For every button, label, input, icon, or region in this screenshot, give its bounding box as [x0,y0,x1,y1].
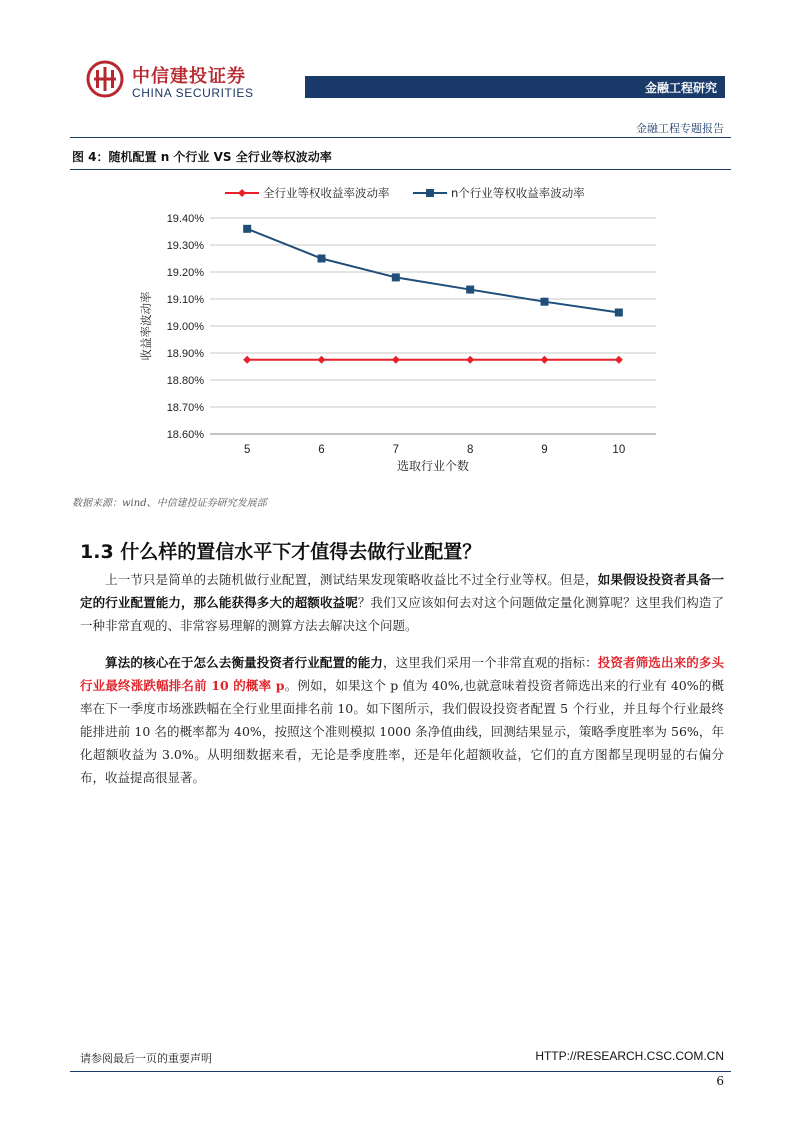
y-tick-label: 19.00% [166,321,204,333]
data-point [392,356,400,364]
footer-disclaimer: 请参阅最后一页的重要声明 [80,1052,212,1065]
section-heading: 1.3 什么样的置信水平下才值得去做行业配置？ [80,541,482,563]
y-tick-label: 18.80% [166,375,204,387]
legend-label-series-1: 全行业等权收益率波动率 [263,186,390,200]
para2-text-1: ，这里我们采用一个非常直观的指标： [383,655,598,670]
data-point [243,356,251,364]
footer-url-link[interactable]: HTTP://RESEARCH.CSC.COM.CN [535,1049,724,1063]
page-number: 6 [716,1074,724,1088]
data-point [615,356,623,364]
data-point [318,356,326,364]
volatility-line-chart [70,172,731,482]
x-tick-label: 8 [466,444,474,456]
caption-divider [70,169,731,170]
y-tick-label: 19.30% [166,240,204,252]
company-logo-icon [86,60,124,98]
y-axis-ticks [167,213,205,441]
para1-text-1: 上一节只是简单的去随机做行业配置，测试结果发现策略收益比不过全行业等权。但是， [105,572,598,587]
y-tick-label: 19.20% [166,267,204,279]
series-line-2 [247,229,619,313]
legend-label-series-2: n个行业等权收益率波动率 [451,186,585,200]
brand-name-cn: 中信建投证券 [132,66,246,87]
footer-divider [70,1071,731,1072]
figure-caption: 图 4：随机配置 n 个行业 VS 全行业等权波动率 [72,150,332,164]
x-tick-label: 6 [318,444,325,456]
para2-bold-1: 算法的核心在于怎么去衡量投资者行业配置的能力 [105,655,384,670]
x-tick-label: 5 [243,444,251,456]
data-point [541,356,549,364]
x-tick-label: 10 [612,444,626,456]
chart-series [243,225,623,364]
paragraph-1 [80,568,724,637]
y-tick-label: 18.60% [166,429,204,441]
para2-text-2: 。例如，如果这个 p 值为 40%,也就意味着投资者筛选出来的行业有 40%的概率在下一季度市场涨跌幅在全行业里面排名前 10。如下图所示，我们假设投资者配置 5 个行业，并且每个行业最终能排进前 10 名的概率都为 40%，按照这个准则模拟 1000 条净值曲线，回测结果显示，策略季度胜率为 56%，年化超额收益为 3.0%。从明细数据来看，无论是季度胜率，还是年化超额收益，它们的直方图都呈现明显的右偏分布，收益提高很显著。 [80,678,724,785]
data-point [318,255,326,263]
data-point [392,273,400,281]
paragraph-2 [80,651,724,789]
data-point [541,298,549,306]
legend-marker-series-2 [426,189,434,197]
data-point [466,356,474,364]
y-tick-label: 19.10% [166,294,204,306]
x-axis-ticks [244,444,625,456]
header-bar-label: 金融工程研究 [644,81,717,95]
brand-name-en: CHINA SECURITIES [132,86,254,100]
chart-legend [225,186,585,200]
y-axis-label: 收益率波动率 [139,291,153,361]
x-tick-label: 9 [541,444,548,456]
para1-text-2: ？我们又应该如何去对这个问题做定量化测算呢？这里我们构造了一种非常直观的、非常容易理解的测算方法去解决这个问题。 [80,595,724,633]
para1-bold-1: 如果假设投资者具备一定的行业配置能力，那么能获得多大的超额收益呢 [80,572,724,610]
data-point [466,286,474,294]
y-tick-label: 19.40% [166,213,204,225]
report-type: 金融工程专题报告 [636,122,724,135]
data-point [615,309,623,317]
x-axis-label: 选取行业个数 [396,459,470,473]
header-bar [305,76,725,98]
para2-highlight: 投资者筛选出来的多头行业最终涨跌幅排名前 10 的概率 p [80,655,724,693]
y-tick-label: 18.70% [166,402,204,414]
data-point [243,225,251,233]
y-tick-label: 18.90% [166,348,204,360]
figure-source-note: 数据来源：wind、中信建投证券研究发展部 [72,498,267,509]
legend-marker-series-1 [238,189,246,197]
header-divider [70,137,731,138]
x-tick-label: 7 [392,444,400,456]
chart-grid [210,218,656,407]
